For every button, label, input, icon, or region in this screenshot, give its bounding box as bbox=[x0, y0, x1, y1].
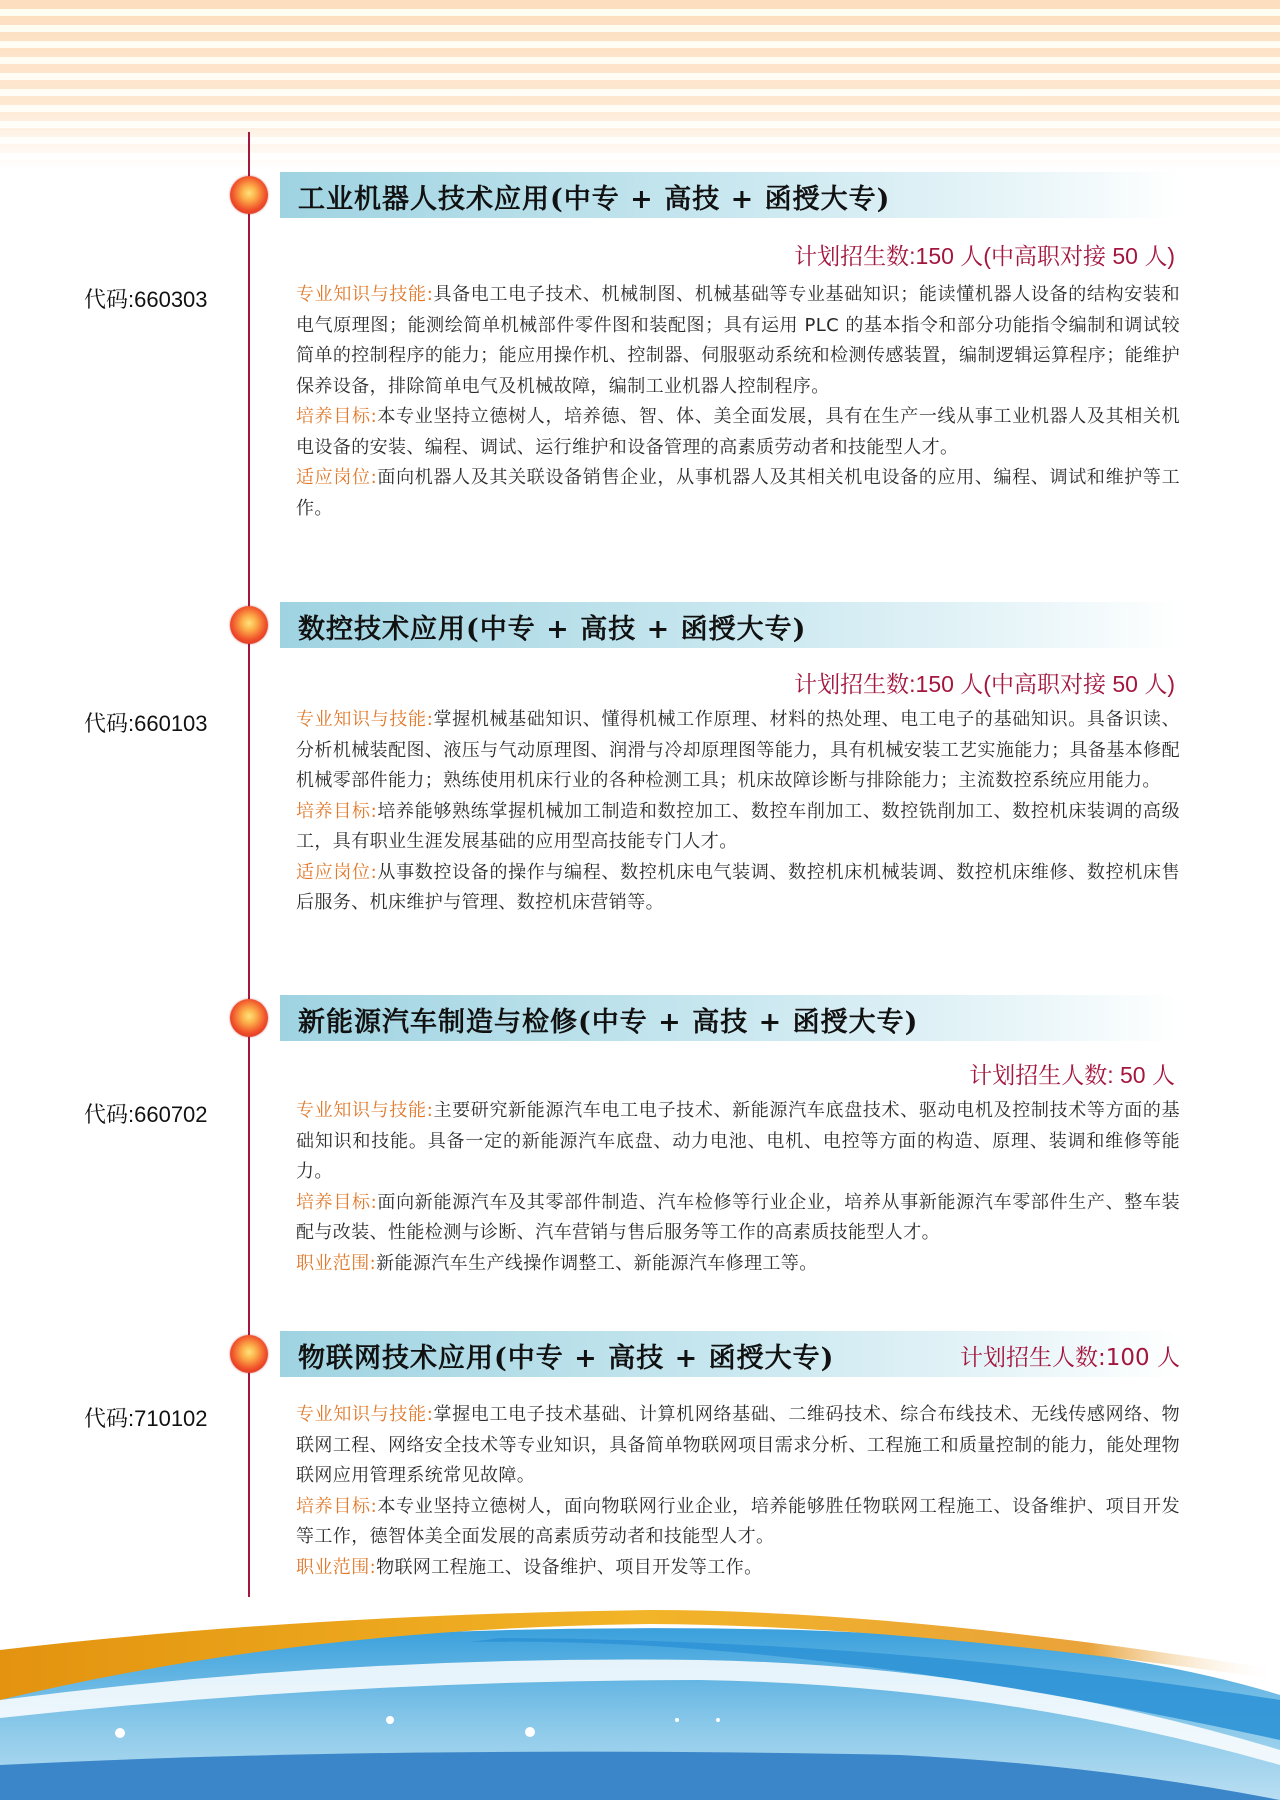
paragraph-label: 专业知识与技能: bbox=[296, 1100, 434, 1121]
paragraph-label: 培养目标: bbox=[296, 1191, 378, 1213]
paragraph-positions bbox=[296, 858, 1180, 919]
enrollment-quota: 计划招生人数:100 人 bbox=[960, 1345, 1180, 1371]
paragraph-label: 专业知识与技能: bbox=[296, 709, 434, 730]
paragraph-goal bbox=[296, 797, 1180, 858]
enrollment-quota: 计划招生人数: 50 人 bbox=[969, 1062, 1175, 1088]
section-title-bar bbox=[280, 602, 1180, 648]
paragraph-label: 专业知识与技能: bbox=[296, 1404, 434, 1425]
paragraph-label: 培养目标: bbox=[296, 800, 378, 822]
paragraph-label: 适应岗位: bbox=[296, 861, 378, 883]
paragraph-label: 培养目标: bbox=[296, 406, 378, 427]
paragraph-text: 具备电工电子技术、机械制图、机械基础等专业基础知识；能读懂机器人设备的结构安装和电气原理图；能测绘简单机械部件零件图和装配图；具有运用 PLC 的基本指令和部分功能指令编制和调试较简单的控制程序的能力；能应用操作机、控制器、伺服驱动系统和检测传感装置，编制逻辑运算程序；能维护保养设备，排除简单电气及机械故障，编制工业机器人控制程序。 bbox=[296, 284, 1181, 397]
program-code: 代码:660702 bbox=[84, 1102, 208, 1127]
section-title: 数控技术应用(中专 + 高技 + 函授大专) bbox=[298, 614, 807, 645]
section-title: 物联网技术应用(中专 + 高技 + 函授大专) bbox=[298, 1343, 835, 1374]
program-code: 代码:660303 bbox=[84, 287, 208, 312]
timeline-dot-icon bbox=[230, 176, 268, 214]
paragraph-label: 职业范围: bbox=[296, 1556, 377, 1578]
paragraph-label: 职业范围: bbox=[296, 1252, 377, 1274]
program-code: 代码:660103 bbox=[84, 711, 208, 736]
paragraph-skills bbox=[296, 1400, 1180, 1492]
paragraph-label: 培养目标: bbox=[296, 1495, 378, 1517]
timeline-dot-icon bbox=[230, 1335, 268, 1373]
enrollment-quota: 计划招生数:150 人(中高职对接 50 人) bbox=[794, 671, 1175, 697]
paragraph-goal bbox=[296, 1492, 1180, 1553]
paragraph-career-scope bbox=[296, 1553, 1180, 1584]
top-striped-banner bbox=[0, 0, 1280, 170]
paragraph-skills bbox=[296, 280, 1180, 402]
paragraph-text: 物联网工程施工、设备维护、项目开发等工作。 bbox=[376, 1556, 763, 1578]
paragraph-text: 培养能够熟练掌握机械加工制造和数控加工、数控车削加工、数控铣削加工、数控机床装调的高级工，具有职业生涯发展基础的应用型高技能专门人才。 bbox=[296, 800, 1180, 852]
bottom-wave-decoration bbox=[0, 1600, 1280, 1800]
paragraph-text: 本专业坚持立德树人，培养德、智、体、美全面发展，具有在生产一线从事工业机器人及其相关机电设备的安装、编程、调试、运行维护和设备管理的高素质劳动者和技能型人才。 bbox=[296, 406, 1180, 458]
section-title-bar bbox=[280, 995, 1180, 1041]
paragraph-text: 主要研究新能源汽车电工电子技术、新能源汽车底盘技术、驱动电机及控制技术等方面的基础知识和技能。具备一定的新能源汽车底盘、动力电池、电机、电控等方面的构造、原理、装调和维修等能力。 bbox=[296, 1100, 1181, 1182]
timeline-line bbox=[248, 132, 250, 1597]
paragraph-skills bbox=[296, 705, 1180, 797]
program-code: 代码:710102 bbox=[84, 1406, 208, 1431]
paragraph-skills bbox=[296, 1096, 1180, 1188]
section-description bbox=[296, 1096, 1180, 1279]
section-description bbox=[296, 280, 1180, 524]
paragraph-text: 掌握电工电子技术基础、计算机网络基础、二维码技术、综合布线技术、无线传感网络、物联网工程、网络安全技术等专业知识，具备简单物联网项目需求分析、工程施工和质量控制的能力，能处理物联网应用管理系统常见故障。 bbox=[296, 1404, 1181, 1486]
paragraph-text: 本专业坚持立德树人，面向物联网行业企业，培养能够胜任物联网工程施工、设备维护、项目开发等工作，德智体美全面发展的高素质劳动者和技能型人才。 bbox=[296, 1495, 1180, 1547]
paragraph-text: 从事数控设备的操作与编程、数控机床电气装调、数控机床机械装调、数控机床维修、数控机床售后服务、机床维护与管理、数控机床营销等。 bbox=[296, 861, 1180, 913]
section-title: 工业机器人技术应用(中专 + 高技 + 函授大专) bbox=[298, 184, 891, 215]
timeline-dot-icon bbox=[230, 606, 268, 644]
paragraph-goal bbox=[296, 1188, 1180, 1249]
section-title-bar bbox=[280, 172, 1180, 218]
section-title: 新能源汽车制造与检修(中专 + 高技 + 函授大专) bbox=[298, 1007, 919, 1038]
paragraph-career-scope bbox=[296, 1249, 1180, 1280]
paragraph-text: 掌握机械基础知识、懂得机械工作原理、材料的热处理、电工电子的基础知识。具备识读、分析机械装配图、液压与气动原理图、润滑与冷却原理图等能力，具有机械安装工艺实施能力；具备基本修配机械零部件能力；熟练使用机床行业的各种检测工具；机床故障诊断与排除能力；主流数控系统应用能力。 bbox=[296, 709, 1181, 791]
paragraph-positions bbox=[296, 463, 1180, 524]
paragraph-text: 面向新能源汽车及其零部件制造、汽车检修等行业企业，培养从事新能源汽车零部件生产、整车装配与改装、性能检测与诊断、汽车营销与售后服务等工作的高素质技能型人才。 bbox=[296, 1191, 1180, 1243]
enrollment-quota: 计划招生数:150 人(中高职对接 50 人) bbox=[794, 243, 1175, 269]
paragraph-label: 适应岗位: bbox=[296, 467, 378, 488]
paragraph-label: 专业知识与技能: bbox=[296, 284, 434, 305]
paragraph-text: 新能源汽车生产线操作调整工、新能源汽车修理工等。 bbox=[376, 1252, 818, 1274]
section-title-bar bbox=[280, 1331, 1180, 1377]
section-description bbox=[296, 1400, 1180, 1583]
timeline-dot-icon bbox=[230, 999, 268, 1037]
paragraph-goal bbox=[296, 402, 1180, 463]
paragraph-text: 面向机器人及其关联设备销售企业，从事机器人及其相关机电设备的应用、编程、调试和维护等工作。 bbox=[296, 467, 1180, 519]
section-description bbox=[296, 705, 1180, 919]
